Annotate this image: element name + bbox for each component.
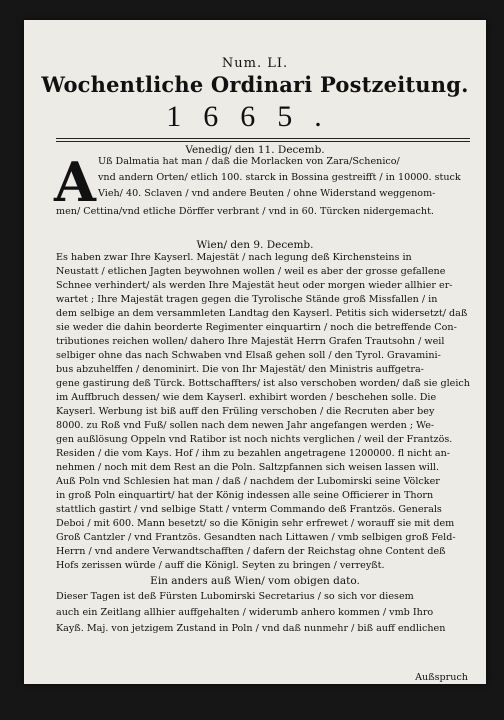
text-line: 8000. zu Roß vnd Fuß/ sollen nach dem newen Jahr angefangen werden ; We- — [56, 420, 435, 431]
text-line: in groß Poln einquartirt/ hat der König indessen alle seine Officierer in Thorn — [56, 490, 434, 501]
text-line: selbiger ohne das nach Schwaben vnd Elsaß gehen soll / den Tyrol. Gravamini- — [56, 350, 441, 361]
text-line: Residen / die vom Kays. Hof / ihm zu bezahlen angetragene 1200000. fl nicht an- — [56, 448, 450, 459]
text-line: Es haben zwar Ihre Kayserl. Majestät / nach legung deß Kirchensteins in — [56, 252, 412, 263]
text-line: tributiones reichen wollen/ dahero Ihre Majestät Herrn Grafen Trautsohn / weil — [56, 336, 445, 347]
text-line: Kayserl. Werbung ist biß auff den Früling verschoben / die Recruten aber bey — [56, 406, 435, 417]
text-line: Hofs zerissen würde / auff die Königl. Seyten zu bringen / verreyßt. — [56, 560, 385, 571]
header-rule-top — [56, 138, 470, 139]
text-line: dem selbige an dem versammleten Landtag den Kayserl. Petitis sich widersetzt/ daß — [56, 308, 468, 319]
text-line: Schnee verhindert/ als werden Ihre Majestät heut oder morgen wieder allhier er- — [56, 280, 453, 291]
catchword: Außspruch — [415, 672, 468, 683]
text-line: wartet ; Ihre Majestät tragen gegen die Tyrolische Stände groß Missfallen / in — [56, 294, 438, 305]
text-line: sie weder die dahin beorderte Regimenter einquartirn / noch die betreffende Con- — [56, 322, 457, 333]
text-line: stattlich gastirt / vnd selbige Statt / vnterm Commando deß Frantzös. Generals — [56, 504, 442, 515]
text-line: Deboi / mit 600. Mann besetzt/ so die Königin sehr erfrewet / worauff sie mit dem — [56, 518, 455, 529]
text-line: bus abzuhelffen / denominirt. Die von Ihr Majestät/ den Ministris auffgetra- — [56, 364, 424, 375]
text-line: Uß Dalmatia hat man / daß die Morlacken von Zara/Schenico/ — [98, 156, 400, 167]
dateline-venedig: Venedig/ den 11. Decemb. — [185, 144, 325, 156]
issue-year: 1665. — [166, 100, 344, 133]
header-rule-bottom — [56, 141, 470, 142]
text-line: nehmen / noch mit dem Rest an die Poln. Saltzpfannen sich weisen lassen will. — [56, 462, 440, 473]
newspaper-title: Wochentliche Ordinari Postzeitung. — [41, 72, 469, 97]
text-line: Vieh/ 40. Sclaven / vnd andere Beuten / ohne Widerstand weggenom- — [98, 188, 436, 199]
newspaper-page — [24, 20, 486, 684]
text-line: Neustatt / etlichen Jagten beywohnen wollen / weil es aber der grosse gefallene — [56, 266, 446, 277]
text-line: Herrn / vnd andere Verwandtschafften / dafern der Reichstag ohne Content deß — [56, 546, 446, 557]
dateline-wien: Wien/ den 9. Decemb. — [196, 239, 314, 251]
text-line: Kayß. Maj. von jetzigem Zustand in Poln / vnd daß nunmehr / biß auff endlichen — [56, 623, 446, 634]
text-line: Dieser Tagen ist deß Fürsten Lubomirski Secretarius / so sich vor diesem — [56, 591, 414, 602]
dateline-closing: Ein anders auß Wien/ vom obigen dato. — [150, 575, 360, 587]
drop-initial: A — [54, 150, 96, 214]
issue-number: Num. LI. — [221, 56, 289, 71]
text-line: auch ein Zeitlang allhier auffgehalten / widerumb anhero kommen / vmb Ihro — [56, 607, 434, 618]
text-line: Auß Poln vnd Schlesien hat man / daß / nachdem der Lubomirski seine Völcker — [56, 476, 440, 487]
text-line: gene gastirung deß Türck. Bottschaffters/ ist also verschoben worden/ daß sie gleich — [56, 378, 470, 389]
text-line: gen außlösung Oppeln vnd Ratibor ist noch nichts verglichen / weil der Frantzös. — [56, 434, 453, 445]
text-line: vnd andern Orten/ etlich 100. starck in Bossina gestreifft / in 10000. stuck — [98, 172, 461, 183]
text-line: Groß Cantzler / vnd Frantzös. Gesandten nach Littawen / vmb selbigen groß Feld- — [56, 532, 456, 543]
text-line: men/ Cettina/vnd etliche Dörffer verbrant / vnd in 60. Türcken nidergemacht. — [56, 206, 434, 217]
text-line: im Auffbruch dessen/ wie dem Kayserl. exhibirt worden / beschehen solle. Die — [56, 392, 437, 403]
